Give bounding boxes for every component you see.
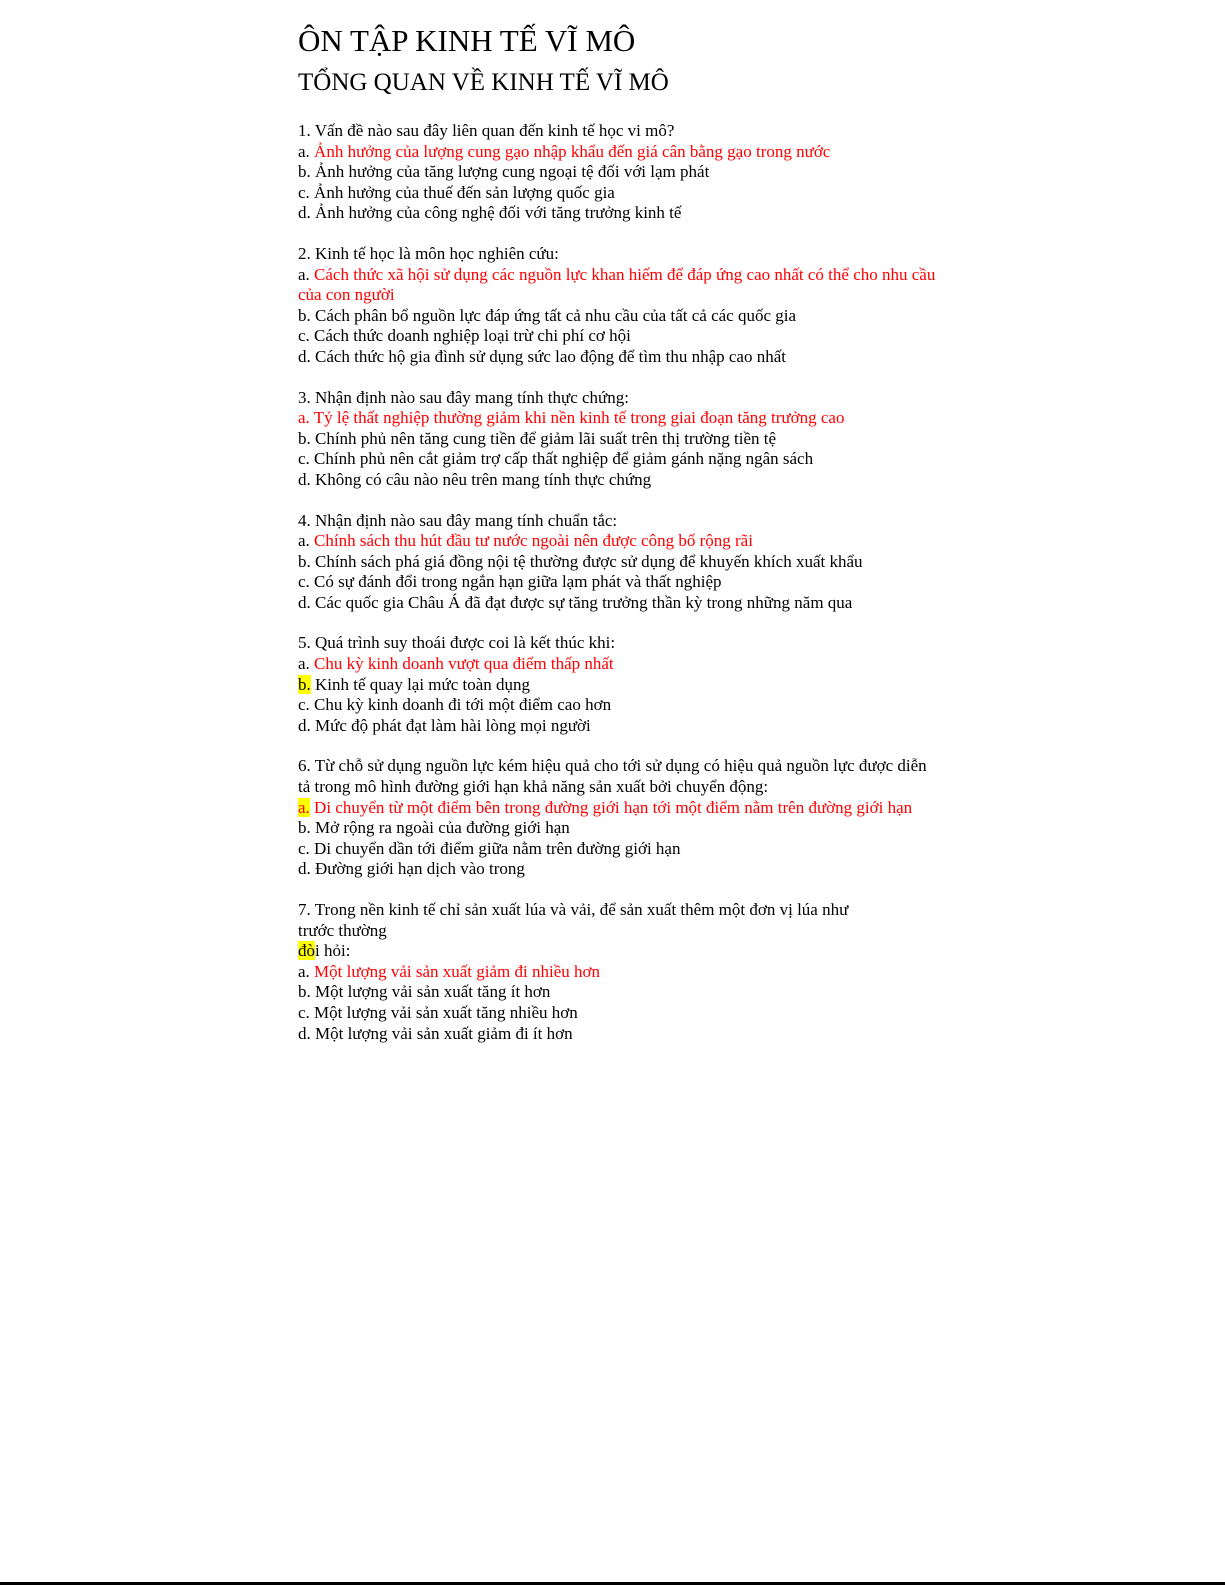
answer-option: [298, 347, 938, 368]
answer-option: [298, 1024, 938, 1045]
answer-option: [298, 1003, 938, 1024]
option-marker: c.: [298, 572, 310, 592]
question-text-rest: i hỏi:: [315, 941, 351, 961]
option-marker: b.: [298, 674, 311, 694]
option-text: Ảnh hưởng của công nghệ đối với tăng trưởng kinh tế: [315, 203, 682, 223]
option-marker: c.: [298, 449, 310, 469]
option-marker: d.: [298, 1023, 311, 1043]
option-marker: d.: [298, 715, 311, 735]
option-marker: c.: [298, 695, 310, 715]
option-text: Chính sách phá giá đồng nội tệ thường được sử dụng để khuyến khích xuất khẩu: [315, 551, 863, 571]
question-block: [298, 756, 938, 880]
answer-option: [298, 162, 938, 183]
option-text: Di chuyển dần tới điểm giữa nằm trên đường giới hạn: [314, 838, 681, 858]
option-marker: a.: [298, 654, 310, 674]
option-text: Cách phân bổ nguồn lực đáp ứng tất cả nhu cầu của tất cả các quốc gia: [315, 305, 797, 325]
option-text: Chu kỳ kinh doanh đi tới một điểm cao hơn: [314, 695, 612, 715]
question-text: 4. Nhận định nào sau đây mang tính chuẩn tắc:: [298, 510, 618, 530]
answer-option-correct: [298, 265, 938, 306]
question-block: [298, 244, 938, 368]
option-text: Một lượng vải sản xuất tăng ít hơn: [315, 982, 551, 1002]
option-text: Di chuyển từ một điểm bên trong đường giới hạn tới một điểm nằm trên đường giới hạn: [314, 797, 913, 817]
option-text: Một lượng vải sản xuất giảm đi ít hơn: [315, 1023, 573, 1043]
option-text: Chính sách thu hút đầu tư nước ngoài nên được công bố rộng rãi: [314, 531, 753, 551]
option-marker: a.: [298, 531, 310, 551]
document-subtitle: TỔNG QUAN VỀ KINH TẾ VĨ MÔ: [298, 69, 669, 96]
answer-option-correct: [298, 962, 938, 983]
option-marker: b.: [298, 305, 311, 325]
question-text: 3. Nhận định nào sau đây mang tính thực chứng:: [298, 387, 629, 407]
answer-option: [298, 695, 938, 716]
option-marker: a.: [298, 961, 310, 981]
question-block: [298, 900, 938, 1044]
option-text: Các quốc gia Châu Á đã đạt được sự tăng trưởng thần kỳ trong những năm qua: [315, 592, 853, 612]
answer-option: [298, 449, 938, 470]
option-text: Một lượng vải sản xuất giảm đi nhiều hơn: [314, 961, 600, 981]
option-text: Cách thức xã hội sử dụng các nguồn lực khan hiếm để đáp ứng cao nhất có thể cho nhu cầu của con người: [298, 264, 936, 305]
option-text: Chu kỳ kinh doanh vượt qua điểm thấp nhất: [314, 654, 614, 674]
question-text: 1. Vấn đề nào sau đây liên quan đến kinh tế học vi mô?: [298, 121, 675, 140]
answer-option: [298, 572, 938, 593]
option-marker: a.: [298, 141, 310, 161]
option-marker: d.: [298, 859, 311, 879]
option-text: Kinh tế quay lại mức toàn dụng: [315, 674, 531, 694]
option-marker: d.: [298, 469, 311, 489]
answer-option: [298, 818, 938, 839]
question-text-line: trước thường: [298, 920, 387, 940]
question-text-line: [298, 941, 938, 962]
option-text: Một lượng vải sản xuất tăng nhiều hơn: [314, 1002, 578, 1022]
option-marker: a.: [298, 408, 310, 428]
option-marker: c.: [298, 838, 310, 858]
option-text: Cách thức doanh nghiệp loại trừ chi phí cơ hội: [314, 326, 631, 346]
option-marker: a.: [298, 264, 310, 284]
question-block: [298, 121, 938, 224]
option-text: Cách thức hộ gia đình sử dụng sức lao động để tìm thu nhập cao nhất: [315, 346, 786, 366]
answer-option: [298, 552, 938, 573]
option-text: Ảnh hưởng của tăng lượng cung ngoại tệ đối với lạm phát: [315, 162, 710, 182]
option-marker: b.: [298, 982, 311, 1002]
option-text: Tỷ lệ thất nghiệp thường giảm khi nền kinh tế trong giai đoạn tăng trưởng cao: [313, 408, 845, 428]
option-text: Chính phủ nên cắt giảm trợ cấp thất nghiệp để giảm gánh nặng ngân sách: [314, 449, 814, 469]
question-text: 6. Từ chỗ sử dụng nguồn lực kém hiệu quả cho tới sử dụng có hiệu quả nguồn lực được diễn tả trong mô hình đường giới hạn khả năng sản xuất bởi chuyển động:: [298, 756, 927, 797]
option-text: Không có câu nào nêu trên mang tính thực chứng: [315, 469, 652, 489]
option-marker: a.: [298, 797, 310, 817]
document-page: [298, 20, 938, 1064]
answer-option-correct: [298, 798, 938, 819]
highlighted-text: đò: [298, 941, 315, 961]
document-title: ÔN TẬP KINH TẾ VĨ MÔ: [298, 23, 636, 58]
answer-option-correct: [298, 531, 938, 552]
option-text: Chính phủ nên tăng cung tiền để giảm lãi suất trên thị trường tiền tệ: [315, 428, 777, 448]
answer-option: [298, 203, 938, 224]
option-text: Ảnh hưởng của thuế đến sản lượng quốc gia: [314, 182, 615, 202]
question-text: 7. Trong nền kinh tế chỉ sản xuất lúa và vải, để sản xuất thêm một đơn vị lúa như: [298, 900, 849, 919]
option-text: Mở rộng ra ngoài của đường giới hạn: [315, 818, 570, 838]
question-text: 5. Quá trình suy thoái được coi là kết thúc khi:: [298, 633, 616, 653]
option-marker: b.: [298, 428, 311, 448]
answer-option-correct: [298, 654, 938, 675]
answer-option: [298, 326, 938, 347]
answer-option: [298, 839, 938, 860]
option-marker: d.: [298, 346, 311, 366]
answer-option: [298, 859, 938, 880]
option-text: Đường giới hạn dịch vào trong: [315, 859, 525, 879]
question-block: [298, 511, 938, 614]
answer-option: [298, 675, 938, 696]
option-text: Mức độ phát đạt làm hài lòng mọi người: [315, 715, 591, 735]
option-marker: b.: [298, 818, 311, 838]
question-text: 2. Kinh tế học là môn học nghiên cứu:: [298, 243, 559, 263]
option-marker: b.: [298, 551, 311, 571]
option-marker: d.: [298, 592, 311, 612]
answer-option: [298, 470, 938, 491]
option-text: Ảnh hưởng của lượng cung gạo nhập khẩu đến giá cân bằng gạo trong nước: [314, 141, 831, 161]
option-text: Có sự đánh đổi trong ngắn hạn giữa lạm phát và thất nghiệp: [314, 572, 722, 592]
question-list: [298, 121, 938, 1044]
answer-option: [298, 183, 938, 204]
answer-option: [298, 982, 938, 1003]
option-marker: c.: [298, 1002, 310, 1022]
answer-option: [298, 716, 938, 737]
option-marker: c.: [298, 326, 310, 346]
option-marker: c.: [298, 182, 310, 202]
answer-option: [298, 593, 938, 614]
question-block: [298, 633, 938, 736]
option-marker: b.: [298, 162, 311, 182]
answer-option: [298, 429, 938, 450]
option-marker: d.: [298, 203, 311, 223]
answer-option-correct: [298, 142, 938, 163]
question-block: [298, 388, 938, 491]
answer-option-correct: [298, 408, 938, 429]
answer-option: [298, 306, 938, 327]
